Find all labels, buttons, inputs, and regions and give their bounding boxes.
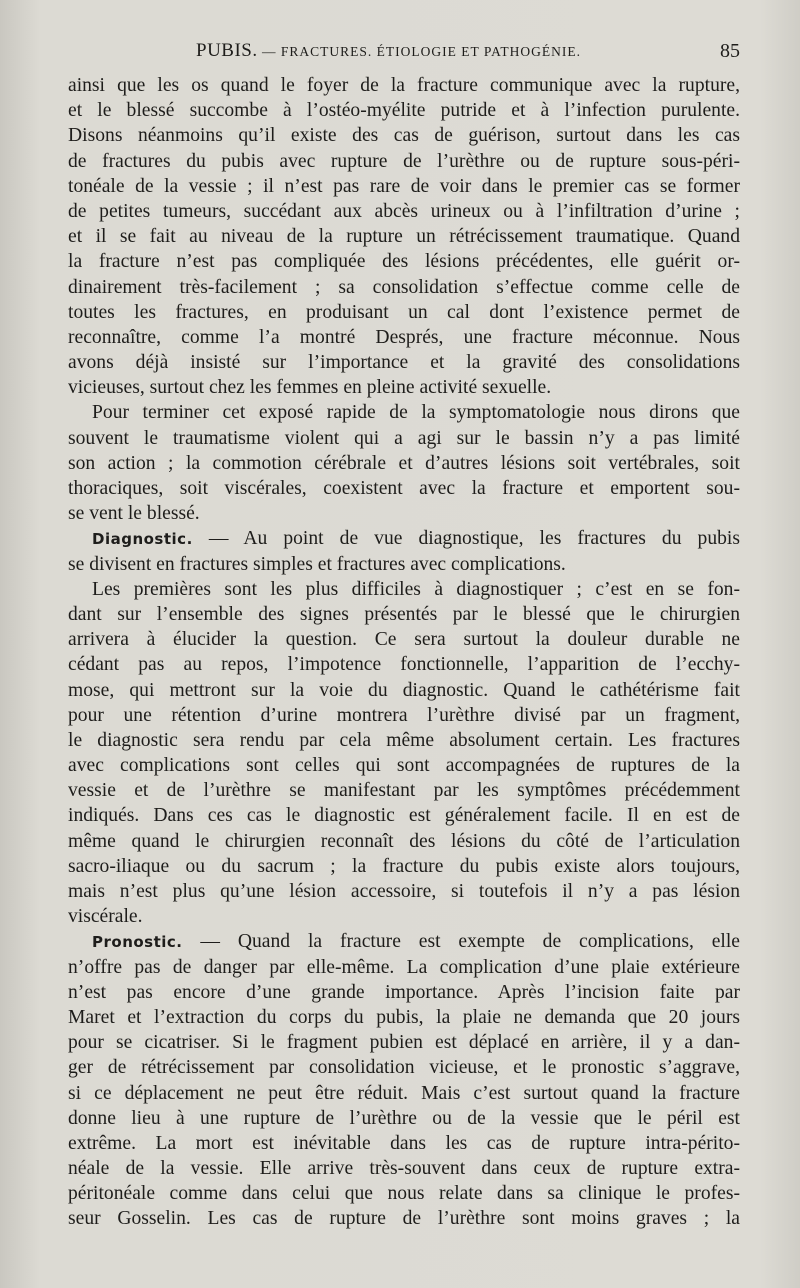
- text-line: [68, 501, 740, 526]
- text-line: [68, 1030, 740, 1055]
- line-text: dant sur l’ensemble des signes présentés par le blessé que le chirurgien: [68, 603, 740, 625]
- line-text: toutes les fractures, en produisant un cal dont l’existence permet de: [68, 301, 740, 323]
- text-line: [68, 1181, 740, 1206]
- text-line: [68, 778, 740, 803]
- text-line: [68, 577, 740, 602]
- line-text: se divisent en fractures simples et fractures avec complications.: [68, 553, 566, 575]
- text-line: [68, 174, 740, 199]
- line-text: avons déjà insisté sur l’importance et la gravité des consolidations: [68, 352, 740, 374]
- text-line: [68, 829, 740, 854]
- line-text: son action ; la commotion cérébrale et d’autres lésions soit vertébrales, soit: [68, 452, 740, 474]
- line-text: et le blessé succombe à l’ostéo-myélite putride et à l’infection purulente.: [68, 100, 740, 122]
- text-line: [68, 249, 740, 274]
- text-line: [68, 325, 740, 350]
- text-line: [68, 678, 740, 703]
- line-text: se vent le blessé.: [68, 503, 200, 525]
- text-line: [68, 275, 740, 300]
- line-text: Pour terminer cet exposé rapide de la symptomatologie nous dirons que: [92, 402, 740, 424]
- text-line: [68, 149, 740, 174]
- line-text: pour une rétention d’urine montrera l’urèthre divisé par un fragment,: [68, 704, 740, 726]
- text-line: [68, 73, 740, 98]
- running-head: [196, 40, 581, 62]
- running-head-sub: — FRACTURES. ÉTIOLOGIE ET PATHOGÉNIE.: [257, 44, 581, 59]
- text-line: [68, 123, 740, 148]
- line-text: la fracture n’est pas compliquée des lésions précédentes, elle guérit or-: [68, 251, 740, 273]
- text-line: [68, 1206, 740, 1231]
- line-text: arrivera à élucider la question. Ce sera surtout la douleur durable ne: [68, 629, 740, 651]
- line-text: tonéale de la vessie ; il n’est pas rare de voir dans le premier cas se former: [68, 175, 740, 197]
- line-text: avec complications sont celles qui sont accompagnées de ruptures de la: [68, 755, 740, 777]
- text-line: [68, 703, 740, 728]
- text-line: [68, 199, 740, 224]
- text-line: [68, 1106, 740, 1131]
- line-text: de petites tumeurs, succédant aux abcès urineux ou à l’infiltration d’urine ;: [68, 200, 740, 222]
- text-line: [68, 350, 740, 375]
- text-line: [68, 426, 740, 451]
- text-line: [68, 1055, 740, 1080]
- line-text: reconnaître, comme l’a montré Després, une fracture méconnue. Nous: [68, 326, 740, 348]
- line-text: — Quand la fracture est exempte de complications, elle: [182, 931, 740, 953]
- line-text: seur Gosselin. Les cas de rupture de l’urèthre sont moins graves ; la: [68, 1208, 740, 1230]
- text-line: [68, 1005, 740, 1030]
- line-text: ainsi que les os quand le foyer de la fracture communique avec la rupture,: [68, 75, 740, 96]
- text-line: [68, 904, 740, 929]
- line-text: pour se cicatriser. Si le fragment pubien est déplacé en arrière, il y a dan-: [68, 1032, 740, 1054]
- text-line: [68, 803, 740, 828]
- text-line: [68, 451, 740, 476]
- text-line: [68, 375, 740, 400]
- text-line: [68, 753, 740, 778]
- text-line: [68, 854, 740, 879]
- line-text: ger de rétrécissement par consolidation vicieuse, et le pronostic s’aggrave,: [68, 1057, 740, 1079]
- line-text: cédant pas au repos, l’impotence fonctionnelle, l’apparition de l’ecchy-: [68, 654, 740, 676]
- text-line: [68, 955, 740, 980]
- line-text: Disons néanmoins qu’il existe des cas de guérison, surtout dans les cas: [68, 125, 740, 147]
- line-text: mais n’est plus qu’une lésion accessoire, si toutefois il n’y a pas lésion: [68, 881, 740, 902]
- line-text: vessie et de l’urèthre se manifestant par les symptômes précédemment: [68, 780, 740, 802]
- text-line: [68, 1156, 740, 1181]
- line-text: Les premières sont les plus difficiles à diagnostiquer ; c’est en se fon-: [92, 578, 740, 600]
- line-text: n’offre pas de danger par elle-même. La complication d’une plaie extérieure: [68, 956, 740, 978]
- line-text: viscérale.: [68, 906, 143, 928]
- text-line: [68, 552, 740, 577]
- line-text: — Au point de vue diagnostique, les fractures du pubis: [192, 528, 740, 550]
- text-line: [68, 602, 740, 627]
- body-text: [68, 73, 740, 1232]
- section-rubric: Pronostic.: [92, 933, 183, 952]
- text-line: [68, 476, 740, 501]
- text-line: [68, 652, 740, 677]
- text-line: [68, 1081, 740, 1106]
- text-line: [68, 728, 740, 753]
- line-text: péritonéale comme dans celui que nous relate dans sa clinique le profes-: [68, 1183, 740, 1205]
- line-text: extrême. La mort est inévitable dans les cas de rupture intra-périto-: [68, 1132, 740, 1154]
- line-text: dinairement très-facilement ; sa consolidation s’effectue comme celle de: [68, 276, 740, 298]
- line-text: indiqués. Dans ces cas le diagnostic est généralement facile. Il en est de: [68, 805, 740, 827]
- text-line: [68, 627, 740, 652]
- line-text: Maret et l’extraction du corps du pubis, la plaie ne demanda que 20 jours: [68, 1006, 740, 1028]
- line-text: et il se fait au niveau de la rupture un rétrécissement traumatique. Quand: [68, 226, 740, 248]
- line-text: n’est pas encore d’une grande importance. Après l’incision faite par: [68, 981, 740, 1003]
- text-line: [68, 879, 740, 904]
- text-line: [68, 1131, 740, 1156]
- text-line: [68, 300, 740, 325]
- line-text: vicieuses, surtout chez les femmes en pleine activité sexuelle.: [68, 377, 552, 399]
- line-text: donne lieu à une rupture de l’urèthre ou de la vessie que le péril est: [68, 1107, 740, 1129]
- text-line: [68, 224, 740, 249]
- section-rubric: Diagnostic.: [92, 530, 193, 549]
- line-text: thoraciques, soit viscérales, coexistent avec la fracture et emportent sou-: [68, 478, 740, 499]
- page-number: 85: [720, 40, 740, 62]
- line-text: même quand le chirurgien reconnaît des lésions du côté de l’articulation: [68, 830, 740, 852]
- text-line: [68, 98, 740, 123]
- line-text: néale de la vessie. Elle arrive très-souvent dans ceux de rupture extra-: [68, 1158, 740, 1180]
- text-line: [68, 526, 740, 551]
- text-line: [68, 929, 740, 954]
- running-head-main: PUBIS.: [196, 40, 258, 61]
- line-text: de fractures du pubis avec rupture de l’urèthre ou de rupture sous-péri-: [68, 150, 740, 172]
- line-text: sacro-iliaque ou du sacrum ; la fracture du pubis existe alors toujours,: [68, 855, 740, 877]
- text-line: [68, 400, 740, 425]
- line-text: si ce déplacement ne peut être réduit. Mais c’est surtout quand la fracture: [68, 1082, 740, 1104]
- line-text: mose, qui mettront sur la voie du diagnostic. Quand le cathétérisme fait: [68, 679, 740, 701]
- text-line: [68, 980, 740, 1005]
- line-text: souvent le traumatisme violent qui a agi sur le bassin n’y a pas limité: [68, 427, 740, 449]
- page-header: [68, 40, 740, 70]
- line-text: le diagnostic sera rendu par cela même absolument certain. Les fractures: [68, 729, 740, 751]
